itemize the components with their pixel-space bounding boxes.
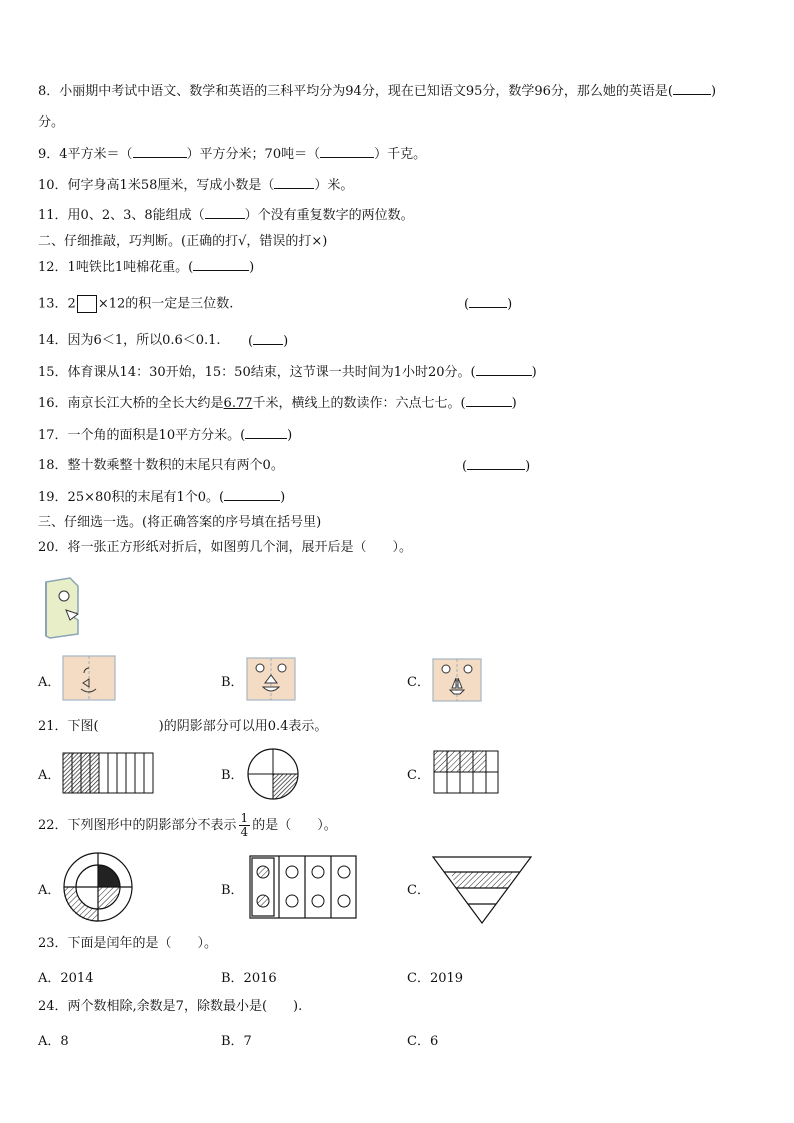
answer-blank[interactable] <box>245 426 287 439</box>
answer-blank[interactable] <box>193 258 249 271</box>
q23-option-a[interactable]: A．2014 <box>38 971 94 986</box>
answer-blank[interactable] <box>224 488 280 501</box>
q22-option-a-label[interactable]: A． <box>38 883 61 898</box>
question-16: 16．南京长江大桥的全长大约是6.77千米，横线上的数读作：六点七七。( ) <box>38 396 517 411</box>
answer-paren-18: ( ) <box>462 459 531 474</box>
q23-option-b[interactable]: B．2016 <box>221 971 277 986</box>
question-15: 15．体育课从14：30开始，15：50结束，这节课一共时间为1小时20分。( ) <box>38 365 537 380</box>
answer-blank[interactable] <box>274 176 314 189</box>
question-24: 24．两个数相除,余数是7，除数最小是( ). <box>38 999 303 1014</box>
q22-option-a-figure[interactable] <box>63 847 133 927</box>
question-21: 21．下图( )的阴影部分可以用0.4表示。 <box>38 719 328 734</box>
question-8: 8．小丽期中考试中语文、数学和英语的三科平均分为94分，现在已知语文95分，数学96分，那么她的英语是( ) <box>38 84 717 99</box>
q22-option-b-label[interactable]: B． <box>221 883 244 898</box>
q24-option-a[interactable]: A．8 <box>38 1034 69 1049</box>
q21-option-a-label[interactable]: A． <box>38 768 61 783</box>
q24-option-c[interactable]: C．6 <box>407 1034 439 1049</box>
q24-option-b[interactable]: B．7 <box>221 1034 252 1049</box>
answer-blank[interactable] <box>320 145 374 158</box>
q20-option-a-figure[interactable] <box>62 655 116 701</box>
answer-blank[interactable] <box>205 206 245 219</box>
question-12: 12．1吨铁比1吨棉花重。( ) <box>38 260 255 275</box>
answer-blank[interactable] <box>466 394 512 407</box>
q21-option-b-figure[interactable] <box>246 747 300 801</box>
folded-paper-figure <box>40 576 84 642</box>
q20-option-c-label[interactable]: C． <box>407 675 430 690</box>
answer-blank[interactable] <box>673 82 711 95</box>
q22-option-c-figure[interactable] <box>432 856 532 924</box>
q21-option-a-figure[interactable] <box>62 752 154 794</box>
q21-option-b-label[interactable]: B． <box>221 768 244 783</box>
q21-option-c-figure[interactable] <box>433 750 499 794</box>
question-9: 9．4平方米＝（ ）平方分米；70吨＝（ ）千克。 <box>38 147 427 162</box>
q20-option-b-label[interactable]: B． <box>221 675 244 690</box>
answer-blank[interactable] <box>469 295 507 308</box>
q20-option-c-figure[interactable] <box>432 658 482 702</box>
digit-box <box>77 295 97 313</box>
q20-option-a-label[interactable]: A． <box>38 675 61 690</box>
question-19: 19．25×80积的末尾有1个0。( ) <box>38 490 286 505</box>
q22-option-b-figure[interactable] <box>249 855 357 919</box>
q22-option-c-label[interactable]: C． <box>407 883 430 898</box>
answer-blank[interactable] <box>133 145 187 158</box>
q20-option-b-figure[interactable] <box>246 657 296 701</box>
question-22: 22．下列图形中的阴影部分不表示 $\frac{1}{4}$ 的是（ ）。 <box>38 811 337 839</box>
fraction-one-quarter: $\frac{1}{4}$ <box>240 811 249 839</box>
q21-option-c-label[interactable]: C． <box>407 768 430 783</box>
section-3-heading: 三、仔细选一选。(将正确答案的序号填在括号里) <box>38 515 322 530</box>
question-11: 11．用0、2、3、8能组成（ ）个没有重复数字的两位数。 <box>38 208 414 223</box>
answer-paren-13: ( ) <box>464 297 513 312</box>
question-10: 10．何字身高1米58厘米，写成小数是（ ）米。 <box>38 178 354 193</box>
answer-blank[interactable] <box>476 363 532 376</box>
question-14: 14．因为6＜1，所以0.6＜0.1. <box>38 333 221 348</box>
question-13: 13．2 ×12的积一定是三位数. <box>38 296 234 312</box>
question-17: 17．一个角的面积是10平方分米。( ) <box>38 428 293 443</box>
section-2-heading: 二、仔细推敲，巧判断。(正确的打√，错误的打×) <box>38 234 328 249</box>
question-23: 23．下面是闰年的是（ ）。 <box>38 936 218 951</box>
answer-paren-14: ( ) <box>248 334 289 349</box>
question-20: 20．将一张正方形纸对折后，如图剪几个洞，展开后是（ ）。 <box>38 540 413 555</box>
q23-option-c[interactable]: C．2019 <box>407 971 464 986</box>
question-8-continued: 分。 <box>38 115 65 130</box>
answer-blank[interactable] <box>253 332 283 345</box>
question-18: 18．整十数乘整十数积的末尾只有两个0。 <box>38 458 284 473</box>
answer-blank[interactable] <box>467 457 525 470</box>
